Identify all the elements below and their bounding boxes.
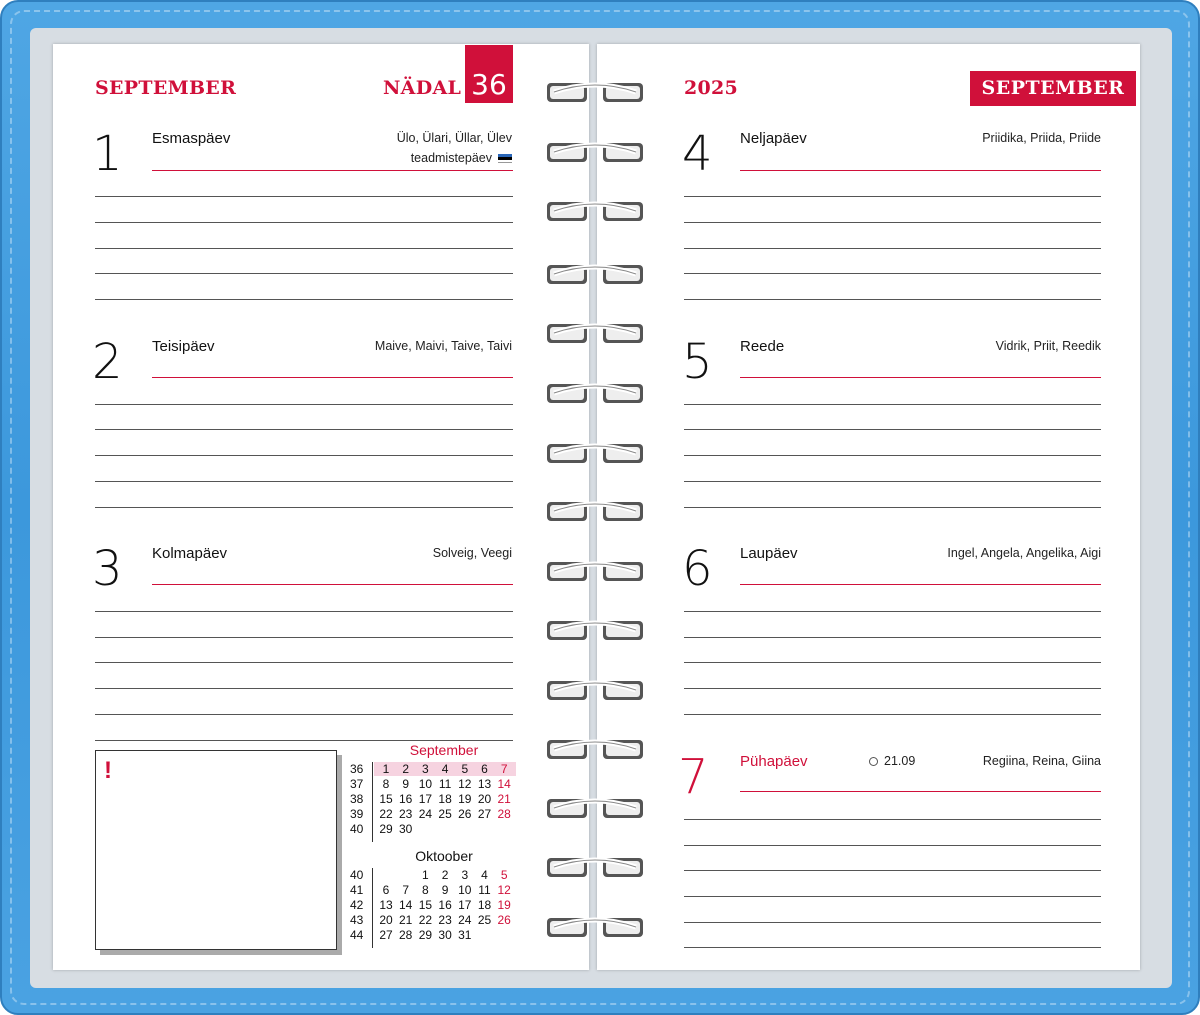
week-label: NÄDAL: [383, 77, 462, 99]
binding-ring: [546, 796, 644, 820]
day-heading-rule: [152, 170, 513, 171]
writing-line: [684, 922, 1101, 923]
calendar-day: 12: [458, 777, 472, 791]
note-mark: !: [104, 757, 112, 784]
writing-line: [95, 404, 513, 405]
calendar-day: 11: [478, 883, 491, 897]
name-day-list: Regiina, Reina, Giina: [982, 754, 1101, 768]
writing-line: [95, 273, 513, 274]
holiday-label: [411, 151, 512, 165]
day-name: Neljapäev: [740, 130, 807, 147]
binding-ring: [546, 381, 644, 405]
writing-line: [95, 507, 513, 508]
calendar-day: 31: [458, 928, 472, 942]
week-number: 36: [350, 762, 364, 776]
writing-line: [684, 662, 1101, 663]
day-number: 5: [682, 334, 713, 390]
name-day-list: Solveig, Veegi: [432, 546, 512, 560]
writing-line: [684, 481, 1101, 482]
binding-ring: [546, 80, 644, 104]
writing-line: [684, 196, 1101, 197]
calendar-day: 1: [422, 868, 429, 882]
full-moon-icon: [869, 757, 878, 766]
calendar-day: 4: [481, 868, 488, 882]
calendar-day: 30: [438, 928, 452, 942]
year-title: 2025: [684, 77, 739, 99]
writing-line: [684, 248, 1101, 249]
writing-line: [684, 819, 1101, 820]
day-number: 6: [682, 541, 713, 597]
binding-ring: [546, 737, 644, 761]
holiday-name: teadmistepäev: [410, 151, 492, 165]
writing-line: [95, 688, 513, 689]
writing-line: [684, 845, 1101, 846]
calendar-day-sunday: 5: [500, 868, 508, 882]
calendar-day: 18: [438, 792, 452, 806]
calendar-day: 2: [441, 868, 449, 882]
writing-line: [684, 947, 1101, 948]
day-name: Kolmapäev: [152, 545, 228, 562]
calendar-day: 28: [399, 928, 413, 942]
writing-line: [95, 196, 513, 197]
binding-ring: [546, 855, 644, 879]
writing-line: [95, 611, 513, 612]
calendar-day: 18: [477, 898, 492, 912]
writing-line: [95, 637, 513, 638]
calendar-day: 24: [458, 913, 472, 927]
day-name-sunday: Pühapäev: [740, 753, 808, 770]
calendar-day: 4: [441, 762, 449, 776]
calendar-day: 15: [379, 792, 393, 806]
moon-phase: [869, 754, 915, 768]
calendar-day: 6: [481, 762, 488, 776]
week-number: 40: [350, 822, 364, 836]
day-heading-rule: [740, 377, 1101, 378]
day-heading-rule: [740, 791, 1101, 792]
writing-line: [684, 870, 1101, 871]
writing-line: [684, 688, 1101, 689]
calendar-day: 6: [382, 883, 390, 897]
calendar-day: 19: [458, 792, 472, 806]
writing-line: [684, 896, 1101, 897]
calendar-day: 9: [441, 883, 449, 897]
calendar-day-sunday: 12: [497, 883, 511, 897]
writing-line: [95, 740, 513, 741]
binding-ring: [546, 262, 644, 286]
calendar-day-sunday: 21: [497, 792, 511, 806]
calendar-day: 8: [382, 777, 390, 791]
calendar-day-sunday: 26: [497, 913, 511, 927]
note-box[interactable]: [95, 750, 337, 950]
calendar-day: 10: [418, 777, 433, 791]
calendar-day: 22: [418, 913, 433, 927]
day-number: 3: [92, 541, 123, 597]
right-month-badge: SEPTEMBER: [970, 71, 1136, 106]
calendar-day: 24: [418, 807, 433, 821]
binding-ring: [546, 499, 644, 523]
calendar-day-sunday: 19: [497, 898, 511, 912]
calendar-day: 16: [438, 898, 452, 912]
calendar-day: 21: [399, 913, 413, 927]
calendar-day: 9: [402, 777, 410, 791]
calendar-day: 10: [458, 883, 472, 897]
binding-ring: [546, 559, 644, 583]
binding-ring: [546, 441, 644, 465]
week-number: 37: [350, 777, 364, 791]
calendar-day: 7: [402, 883, 410, 897]
writing-line: [95, 299, 513, 300]
name-day-list: Maive, Maivi, Taive, Taivi: [374, 339, 512, 353]
writing-line: [684, 637, 1101, 638]
binding-ring: [546, 321, 644, 345]
writing-line: [95, 429, 513, 430]
mini-calendar-title: Oktoober: [415, 848, 473, 864]
binding-ring: [546, 915, 644, 939]
calendar-day: 15: [418, 898, 433, 912]
writing-line: [95, 455, 513, 456]
mini-calendar-october: [350, 848, 516, 948]
writing-line: [684, 714, 1101, 715]
calendar-day: 5: [461, 762, 469, 776]
calendar-day: 13: [477, 777, 492, 791]
calendar-day: 23: [438, 913, 452, 927]
calendar-day: 22: [379, 807, 393, 821]
calendar-day: 23: [399, 807, 413, 821]
calendar-day: 25: [438, 807, 452, 821]
name-day-list: Vidrik, Priit, Reedik: [995, 339, 1101, 353]
calendar-day: 8: [422, 883, 429, 897]
calendar-day: 29: [418, 928, 433, 942]
day-number-sunday: 7: [678, 749, 709, 805]
estonian-flag-icon: [498, 154, 512, 163]
week-number: 38: [350, 792, 364, 806]
day-name: Esmaspäev: [152, 130, 231, 147]
calendar-day: 17: [418, 792, 433, 806]
calendar-day-sunday: 28: [497, 807, 511, 821]
mini-calendar-title: September: [409, 742, 479, 758]
calendar-day: 16: [399, 792, 413, 806]
writing-line: [684, 429, 1101, 430]
name-day-list: Priidika, Priida, Priide: [982, 131, 1101, 145]
calendar-day: 3: [461, 868, 469, 882]
name-day-list: Ülo, Ülari, Üllar, Ülev: [396, 131, 512, 145]
day-number: 1: [92, 126, 123, 182]
calendar-day: 20: [477, 792, 492, 806]
calendar-day: 2: [402, 762, 410, 776]
writing-line: [684, 611, 1101, 612]
calendar-day: 3: [422, 762, 429, 776]
binding-ring: [546, 618, 644, 642]
calendar-day-sunday: 14: [497, 777, 511, 791]
binding-ring: [546, 678, 644, 702]
writing-line: [684, 455, 1101, 456]
day-number: 4: [682, 126, 713, 182]
writing-line: [95, 222, 513, 223]
day-name: Laupäev: [740, 545, 798, 562]
week-number: 44: [350, 928, 364, 942]
calendar-day: 29: [379, 822, 393, 836]
day-name: Teisipäev: [152, 338, 215, 355]
week-number: 39: [350, 807, 364, 821]
calendar-day: 25: [477, 913, 492, 927]
day-heading-rule: [740, 584, 1101, 585]
writing-line: [684, 222, 1101, 223]
week-number: 42: [350, 898, 364, 912]
calendar-day: 17: [458, 898, 472, 912]
day-heading-rule: [740, 170, 1101, 171]
calendar-day: 13: [379, 898, 393, 912]
writing-line: [684, 404, 1101, 405]
name-day-list: Ingel, Angela, Angelika, Aigi: [947, 546, 1101, 560]
day-number: 2: [92, 334, 123, 390]
calendar-day: 20: [379, 913, 393, 927]
moon-phase-date: 21.09: [884, 754, 916, 768]
calendar-day: 30: [399, 822, 413, 836]
calendar-day: 11: [438, 777, 452, 791]
writing-line: [95, 662, 513, 663]
calendar-day: 26: [458, 807, 472, 821]
writing-line: [684, 507, 1101, 508]
week-number: 43: [350, 913, 364, 927]
calendar-day: 27: [379, 928, 393, 942]
writing-line: [95, 248, 513, 249]
week-number: 41: [350, 883, 364, 897]
writing-line: [95, 714, 513, 715]
writing-line: [684, 299, 1101, 300]
calendar-day: 14: [399, 898, 413, 912]
calendar-day: 1: [382, 762, 390, 776]
left-month-title: SEPTEMBER: [95, 77, 237, 99]
day-name: Reede: [740, 338, 785, 355]
mini-calendar-september: [350, 742, 516, 842]
writing-line: [95, 481, 513, 482]
writing-line: [684, 273, 1101, 274]
binding-ring: [546, 199, 644, 223]
week-number-badge: 36: [465, 45, 513, 103]
binding-ring: [546, 140, 644, 164]
day-heading-rule: [152, 377, 513, 378]
calendar-day-sunday: 7: [500, 762, 508, 776]
calendar-day: 27: [477, 807, 492, 821]
day-heading-rule: [152, 584, 513, 585]
week-number: 40: [350, 868, 364, 882]
